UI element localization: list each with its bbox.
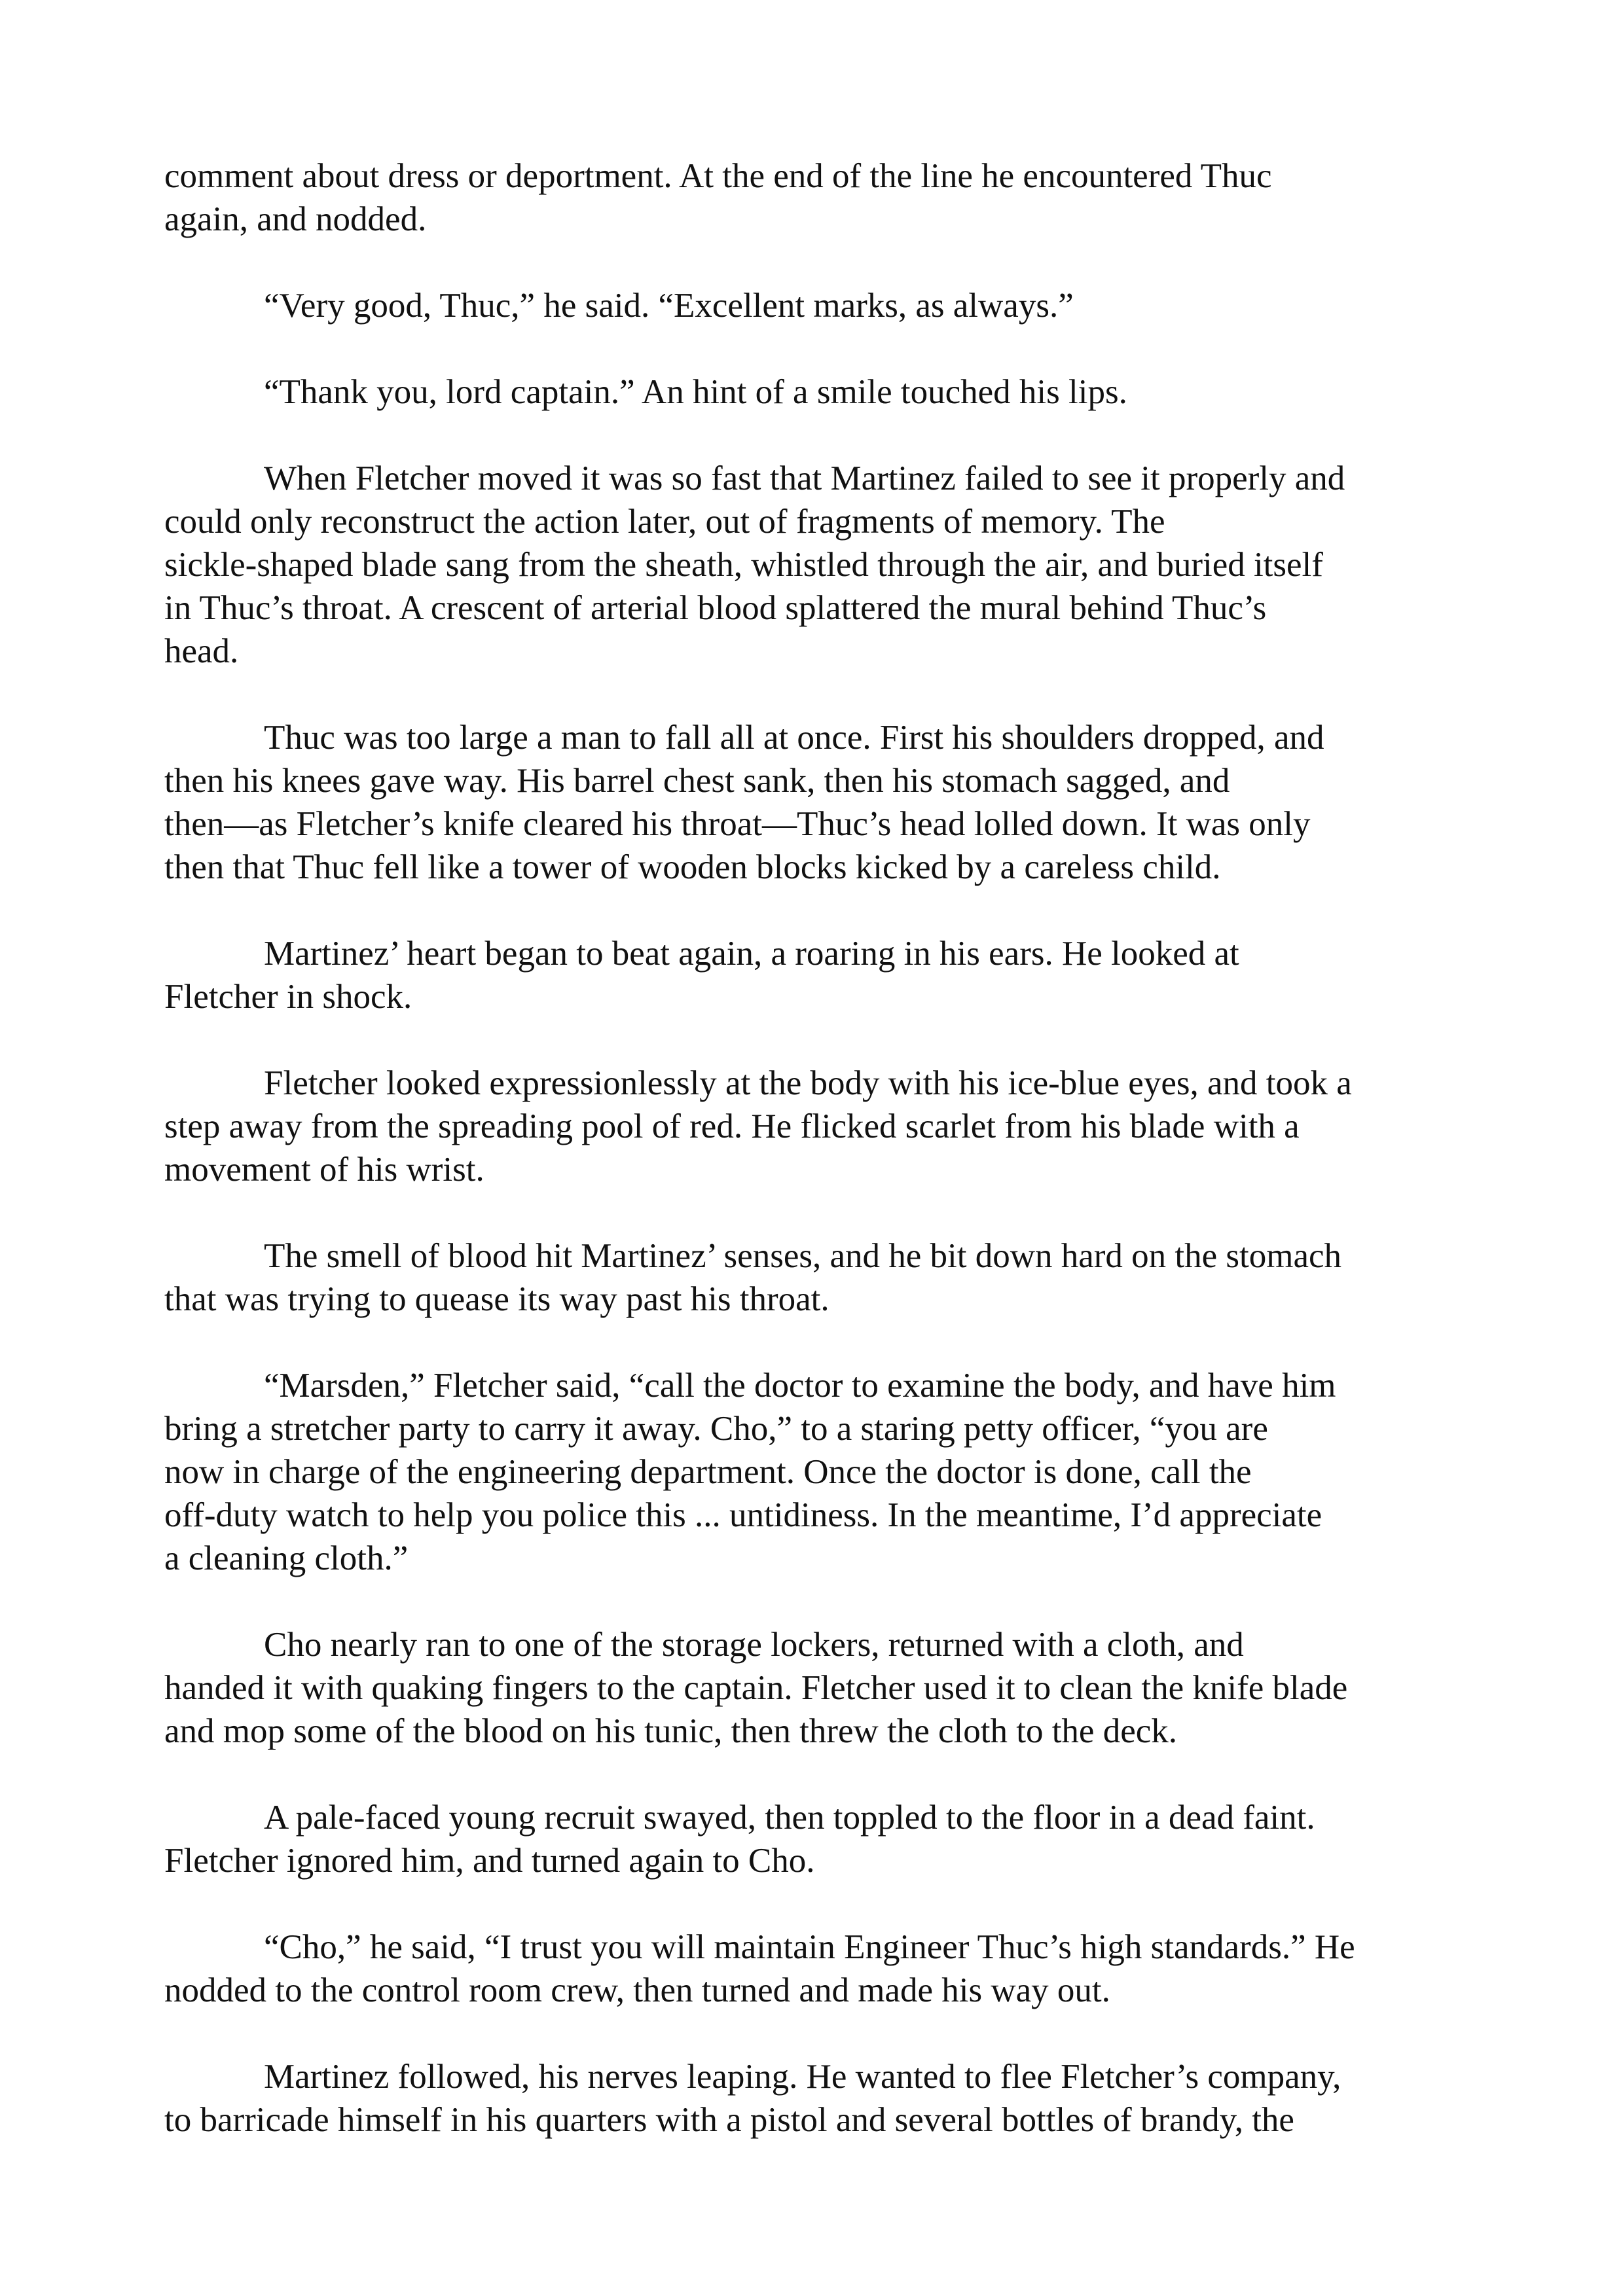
paragraph-gap <box>164 1580 1474 1623</box>
text-line: “Very good, Thuc,” he said. “Excellent marks, as always.” <box>264 287 1074 325</box>
text-line: again, and nodded. <box>164 200 427 238</box>
text-line: now in charge of the engineering department. Once the doctor is done, call the <box>164 1453 1252 1491</box>
text-line: off-duty watch to help you police this ... untidiness. In the meantime, I’d appreciate <box>164 1496 1322 1534</box>
paragraph <box>164 716 1474 889</box>
text-line: could only reconstruct the action later, out of fragments of memory. The <box>164 503 1165 541</box>
text-line: Thuc was too large a man to fall all at once. First his shoulders dropped, and <box>264 719 1324 757</box>
paragraph-gap <box>164 1191 1474 1234</box>
text-line: then that Thuc fell like a tower of wooden blocks kicked by a careless child. <box>164 848 1221 886</box>
text-line: head. <box>164 632 239 670</box>
paragraph <box>164 2055 1474 2142</box>
text-line: When Fletcher moved it was so fast that Martinez failed to see it properly and <box>264 459 1345 497</box>
text-line: a cleaning cloth.” <box>164 1539 409 1577</box>
text-line: A pale-faced young recruit swayed, then toppled to the floor in a dead faint. <box>264 1799 1315 1837</box>
text-line: Fletcher in shock. <box>164 978 412 1016</box>
text-line: Fletcher looked expressionlessly at the body with his ice-blue eyes, and took a <box>264 1064 1352 1102</box>
text-line: “Marsden,” Fletcher said, “call the doctor to examine the body, and have him <box>264 1367 1336 1405</box>
text-line: “Thank you, lord captain.” An hint of a smile touched his lips. <box>264 373 1127 411</box>
paragraph <box>164 154 1474 241</box>
paragraph-gap <box>164 414 1474 457</box>
paragraph <box>164 1364 1474 1580</box>
paragraph-gap <box>164 1882 1474 1926</box>
text-line: step away from the spreading pool of red. He flicked scarlet from his blade with a <box>164 1107 1300 1145</box>
paragraph-gap <box>164 2012 1474 2055</box>
paragraph <box>164 370 1474 414</box>
text-line: to barricade himself in his quarters with a pistol and several bottles of brandy, the <box>164 2101 1294 2139</box>
paragraph <box>164 932 1474 1018</box>
paragraph-gap <box>164 1753 1474 1796</box>
text-line: The smell of blood hit Martinez’ senses, and he bit down hard on the stomach <box>264 1237 1342 1275</box>
text-line: then his knees gave way. His barrel chest sank, then his stomach sagged, and <box>164 762 1230 800</box>
paragraph <box>164 1796 1474 1882</box>
paragraph <box>164 1234 1474 1321</box>
text-line: “Cho,” he said, “I trust you will maintain Engineer Thuc’s high standards.” He <box>264 1928 1355 1966</box>
text-line: sickle-shaped blade sang from the sheath, whistled through the air, and buried itself <box>164 546 1323 584</box>
text-line: Fletcher ignored him, and turned again to Cho. <box>164 1842 815 1880</box>
paragraph <box>164 457 1474 673</box>
paragraph-gap <box>164 1321 1474 1364</box>
text-line: nodded to the control room crew, then turned and made his way out. <box>164 1971 1110 2009</box>
text-line: Martinez followed, his nerves leaping. He wanted to flee Fletcher’s company, <box>264 2058 1341 2096</box>
text-line: then—as Fletcher’s knife cleared his throat—Thuc’s head lolled down. It was only <box>164 805 1311 843</box>
paragraph-gap <box>164 1018 1474 1062</box>
paragraph <box>164 284 1474 327</box>
paragraph-gap <box>164 327 1474 370</box>
paragraph-gap <box>164 241 1474 284</box>
paragraph <box>164 1623 1474 1753</box>
body-text <box>164 154 1474 2142</box>
text-line: bring a stretcher party to carry it away. Cho,” to a staring petty officer, “you are <box>164 1410 1268 1448</box>
text-line: Martinez’ heart began to beat again, a roaring in his ears. He looked at <box>264 935 1239 973</box>
paragraph <box>164 1926 1474 2012</box>
text-line: in Thuc’s throat. A crescent of arterial blood splattered the mural behind Thuc’s <box>164 589 1267 627</box>
text-line: that was trying to quease its way past his throat. <box>164 1280 830 1318</box>
paragraph <box>164 1062 1474 1191</box>
paragraph-gap <box>164 673 1474 716</box>
paragraph-gap <box>164 889 1474 932</box>
text-line: and mop some of the blood on his tunic, then threw the cloth to the deck. <box>164 1712 1177 1750</box>
text-line: Cho nearly ran to one of the storage lockers, returned with a cloth, and <box>264 1626 1244 1664</box>
text-line: movement of his wrist. <box>164 1151 484 1189</box>
text-line: handed it with quaking fingers to the captain. Fletcher used it to clean the knife blade <box>164 1669 1348 1707</box>
text-line: comment about dress or deportment. At the end of the line he encountered Thuc <box>164 157 1272 195</box>
